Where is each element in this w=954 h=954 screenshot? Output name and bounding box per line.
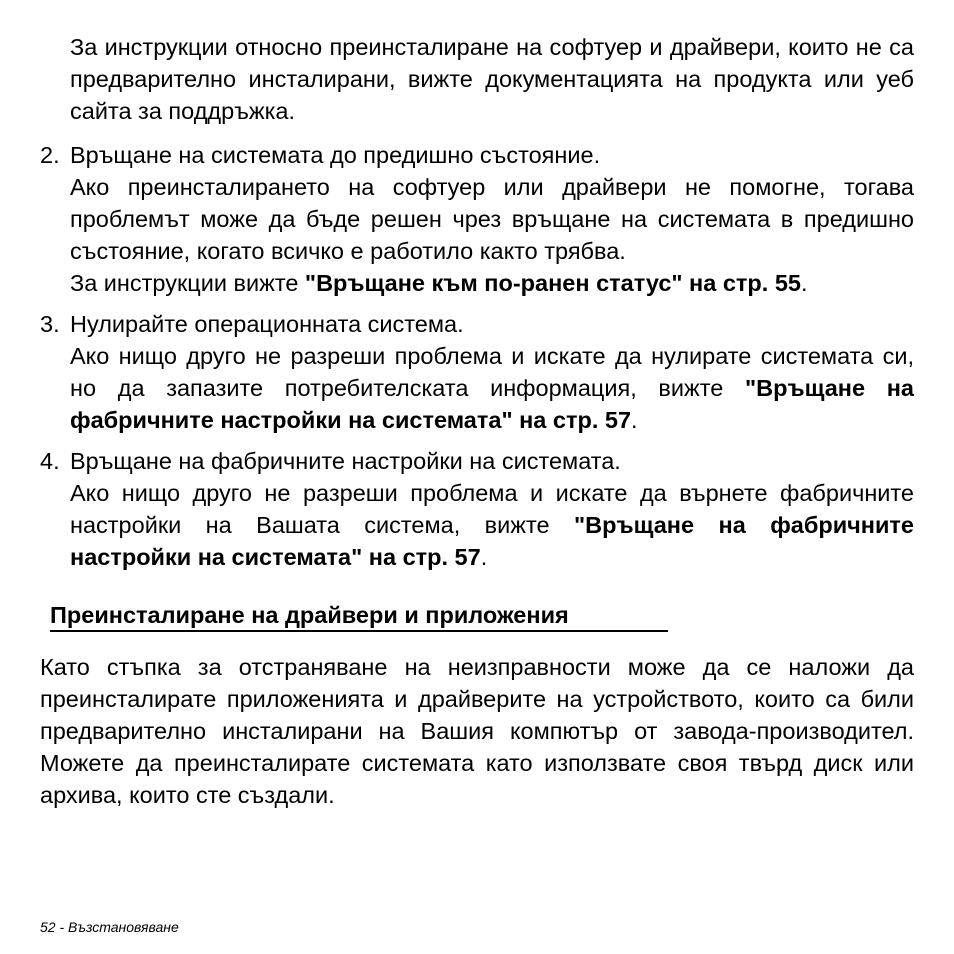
step-number: 2. — [40, 142, 60, 168]
section-heading-underline — [50, 630, 668, 632]
step-number: 4. — [40, 448, 60, 474]
step-reference-suffix: . — [800, 270, 808, 296]
step-body-text: Ако нищо друго не разреши проблема и искате да върнете фабричните настройки на Вашата система, вижте — [70, 480, 914, 538]
section-heading: Преинсталиране на драйвери и приложения — [50, 602, 569, 628]
cross-reference-link[interactable]: "Връщане на фабричните настройки на системата" на стр. 57 — [70, 375, 914, 433]
step-body-text: Ако преинсталирането на софтуер или драйвери не помогне, тогава проблемът може да бъде решен чрез връщане на системата в предишно състояние, когато всичко е работило както трябва. — [70, 174, 914, 264]
step-reference-prefix: За инструкции вижте — [70, 270, 305, 296]
step-reference — [70, 267, 914, 299]
step-title: Връщане на фабричните настройки на системата. — [70, 448, 621, 474]
step-reference-suffix: . — [631, 407, 638, 433]
page-footer: 52 - Възстановяване — [40, 919, 179, 935]
step-reference-suffix: . — [480, 544, 488, 570]
step-body — [70, 340, 914, 436]
cross-reference-link[interactable]: "Връщане към по-ранен статус" на стр. 55 — [304, 270, 801, 296]
intro-paragraph: За инструкции относно преинсталиране на софтуер и драйвери, които не са предварително инсталирани, вижте документацията на продукта или уеб сайта за поддръжка. — [70, 34, 914, 124]
step-body — [70, 477, 914, 573]
list-item-step-3 — [40, 308, 914, 438]
step-body — [70, 171, 914, 299]
cross-reference-link[interactable]: "Връщане на фабричните настройки на системата" на стр. 57 — [70, 512, 914, 570]
step-body-text: Ако нищо друго не разреши проблема и искате да нулирате системата си, но да запазите потребителската информация, вижте — [70, 343, 914, 401]
step-title: Връщане на системата до предишно състояние. — [70, 142, 601, 168]
section-paragraph: Като стъпка за отстраняване на неизправности може да се наложи да преинсталирате приложенията и драйверите на устройството, които са били предварително инсталирани на Вашия компютър от завода-производител. Можете да преинсталирате системата като използвате своя твърд диск или архива, които сте създали. — [40, 654, 914, 808]
list-item-step-2 — [40, 139, 914, 299]
step-number: 3. — [40, 311, 60, 337]
list-item-step-4 — [40, 445, 914, 575]
step-title: Нулирайте операционната система. — [70, 311, 464, 337]
